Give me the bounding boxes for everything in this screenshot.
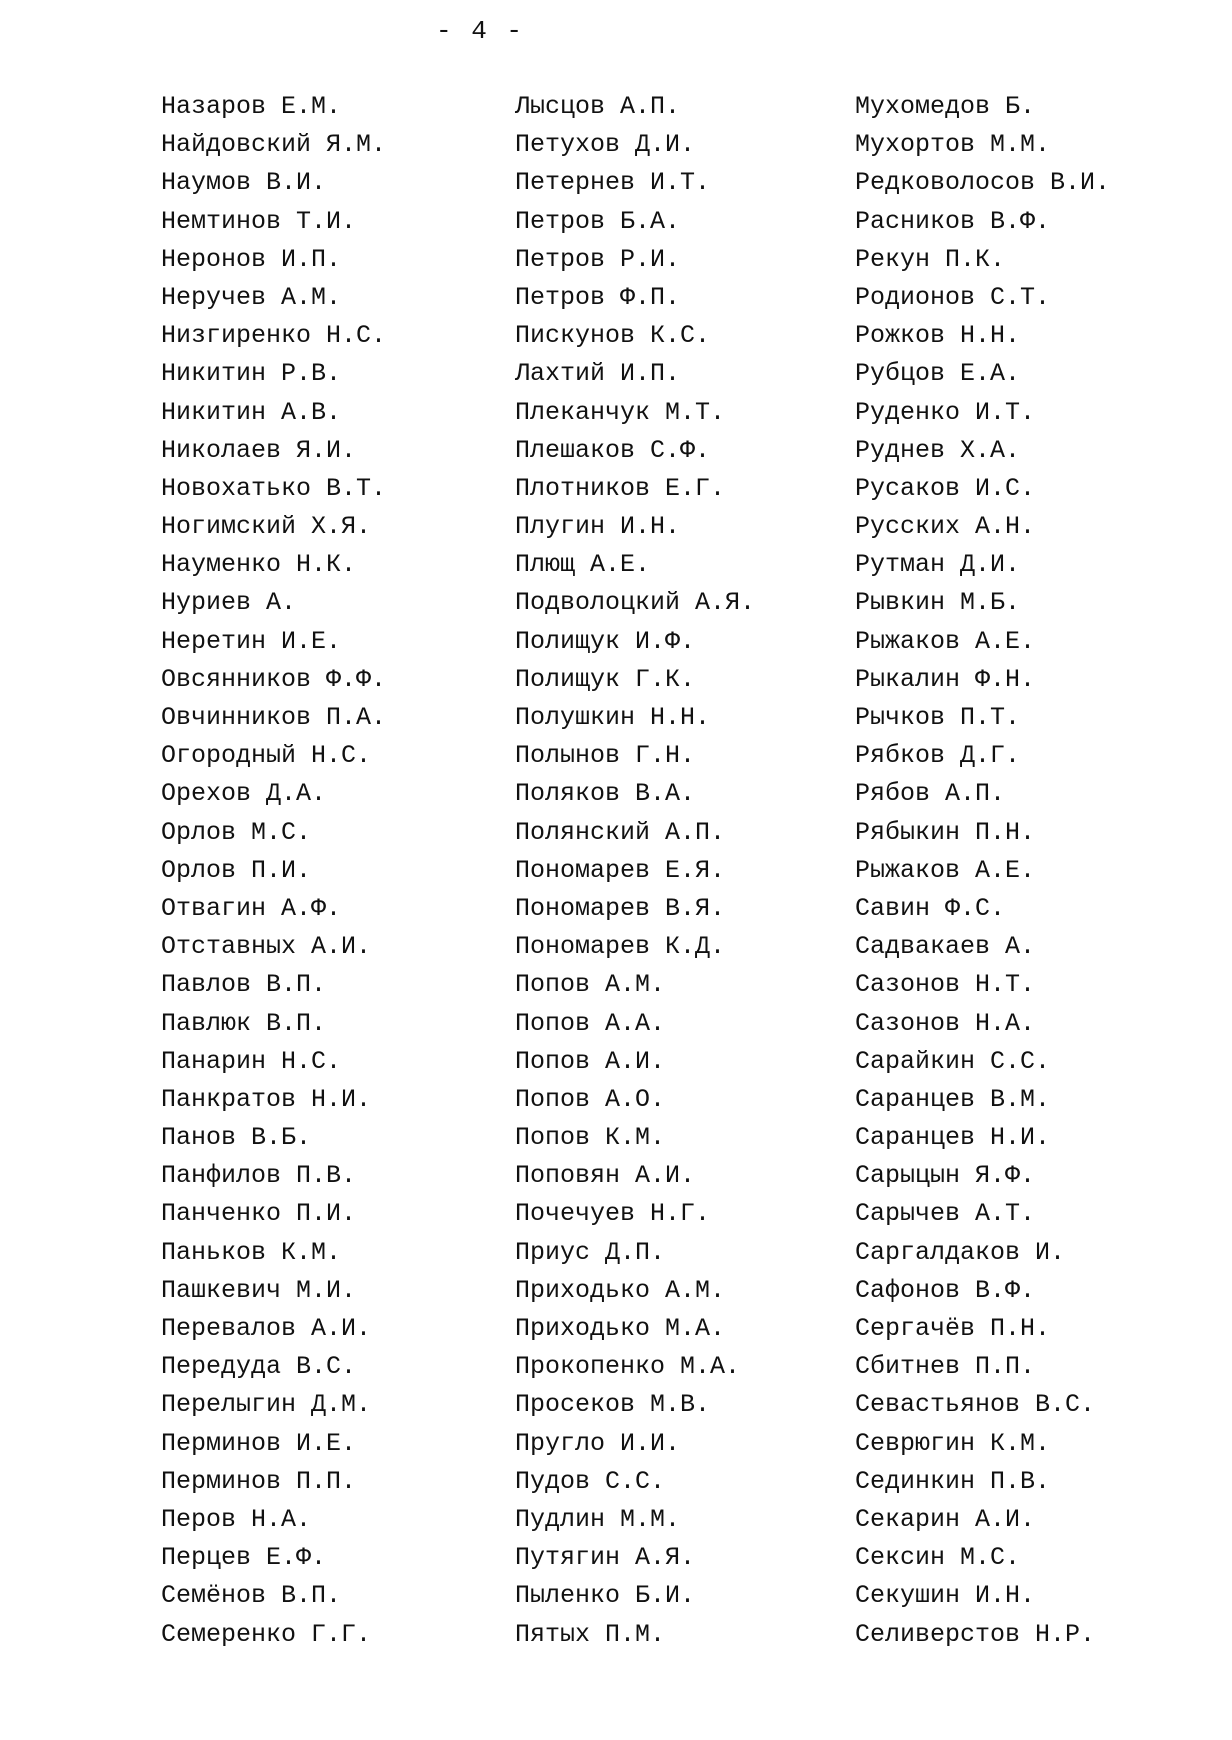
name-entry: Ногимский Х.Я. [161, 512, 372, 542]
name-entry: Саранцев В.М. [855, 1084, 1051, 1114]
name-entry: Петров Б.А. [515, 206, 681, 236]
name-column-3 [855, 88, 1110, 1654]
name-entry: Сафонов В.Ф. [855, 1275, 1036, 1305]
name-entry: Селиверстов Н.Р. [855, 1619, 1096, 1649]
name-entry: Пудов С.С. [515, 1466, 666, 1496]
name-entry: Пашкевич М.И. [161, 1275, 357, 1305]
name-entry: Сарычев А.Т. [855, 1199, 1036, 1229]
name-entry: Приус Д.П. [515, 1237, 666, 1267]
name-entry: Павлюк В.П. [161, 1008, 327, 1038]
name-entry: Просеков М.В. [515, 1390, 711, 1420]
name-entry: Панченко П.И. [161, 1199, 357, 1229]
name-entry: Сергачёв П.Н. [855, 1314, 1051, 1343]
name-entry: Савин Ф.С. [855, 893, 1006, 923]
name-entry: Сединкин П.В. [855, 1466, 1051, 1496]
name-entry: Попов А.М. [515, 970, 666, 1000]
name-entry: Наумов В.И. [161, 168, 327, 198]
name-entry: Нуриев А. [161, 588, 297, 618]
name-entry: Рубцов Е.А. [855, 359, 1021, 389]
name-entry: Огородный Н.С. [161, 741, 372, 771]
name-entry: Пятых П.М. [515, 1619, 666, 1649]
name-entry: Немтинов Т.И. [161, 206, 357, 236]
name-entry: Никитин А.В. [161, 397, 342, 427]
name-entry: Попов А.О. [515, 1084, 666, 1114]
name-entry: Рябыкин П.Н. [855, 817, 1036, 847]
name-entry: Отставных А.И. [161, 932, 372, 962]
name-entry: Рывкин М.Б. [855, 588, 1021, 618]
name-entry: Науменко Н.К. [161, 550, 357, 580]
name-entry: Сазонов Н.А. [855, 1008, 1036, 1038]
name-entry: Родионов С.Т. [855, 282, 1051, 312]
name-entry: Расников В.Ф. [855, 206, 1051, 236]
name-entry: Плугин И.Н. [515, 512, 681, 542]
name-entry: Подволоцкий А.Я. [515, 588, 756, 618]
name-entry: Сексин М.С. [855, 1543, 1021, 1573]
name-entry: Неронов И.П. [161, 244, 342, 274]
name-entry: Панфилов П.В. [161, 1161, 357, 1191]
name-entry: Сарыцын Я.Ф. [855, 1161, 1036, 1191]
name-entry: Рыжаков А.Е. [855, 855, 1036, 885]
name-entry: Перевалов А.И. [161, 1314, 372, 1343]
name-entry: Передуда В.С. [161, 1352, 357, 1382]
name-entry: Пругло И.И. [515, 1428, 681, 1458]
name-entry: Неретин И.Е. [161, 626, 342, 656]
name-entry: Приходько А.М. [515, 1275, 726, 1305]
name-column-1 [161, 88, 386, 1654]
name-entry: Рутман Д.И. [855, 550, 1021, 580]
name-entry: Саргалдаков И. [855, 1237, 1066, 1267]
name-entry: Орлов П.И. [161, 855, 312, 885]
name-entry: Найдовский Я.М. [161, 130, 387, 160]
name-entry: Саранцев Н.И. [855, 1123, 1051, 1153]
name-entry: Орехов Д.А. [161, 779, 327, 809]
name-entry: Панарин Н.С. [161, 1046, 342, 1076]
name-entry: Пономарев В.Я. [515, 893, 726, 923]
name-entry: Петров Р.И. [515, 244, 681, 274]
name-entry: Мухомедов Б. [855, 92, 1036, 121]
name-entry: Орлов М.С. [161, 817, 312, 847]
name-entry: Пономарев Е.Я. [515, 855, 726, 885]
name-entry: Плеканчук М.Т. [515, 397, 726, 427]
name-entry: Рябков Д.Г. [855, 741, 1021, 771]
name-entry: Полушкин Н.Н. [515, 703, 711, 732]
name-entry: Поляков В.А. [515, 779, 696, 809]
name-entry: Рожков Н.Н. [855, 321, 1021, 351]
name-entry: Плотников Е.Г. [515, 473, 726, 503]
name-entry: Перелыгин Д.М. [161, 1390, 372, 1420]
name-entry: Пискунов К.С. [515, 321, 711, 351]
name-entry: Перминов И.Е. [161, 1428, 357, 1458]
name-entry: Пыленко Б.И. [515, 1581, 696, 1611]
name-entry: Русских А.Н. [855, 512, 1036, 542]
name-entry: Петернев И.Т. [515, 168, 711, 198]
name-entry: Русаков И.С. [855, 473, 1036, 503]
name-entry: Овсянников Ф.Ф. [161, 664, 387, 694]
name-entry: Полянский А.П. [515, 817, 726, 847]
name-entry: Петухов Д.И. [515, 130, 696, 160]
name-entry: Почечуев Н.Г. [515, 1199, 711, 1229]
name-entry: Пономарев К.Д. [515, 932, 726, 962]
name-entry: Садвакаев А. [855, 932, 1036, 962]
name-entry: Николаев Я.И. [161, 435, 357, 465]
name-entry: Полищук И.Ф. [515, 626, 696, 656]
name-entry: Рыжаков А.Е. [855, 626, 1036, 656]
name-entry: Панов В.Б. [161, 1123, 312, 1153]
name-entry: Поповян А.И. [515, 1161, 696, 1191]
name-entry: Секушин И.Н. [855, 1581, 1036, 1611]
name-entry: Севастьянов В.С. [855, 1390, 1096, 1420]
name-entry: Попов А.И. [515, 1046, 666, 1076]
name-entry: Сарайкин С.С. [855, 1046, 1051, 1076]
name-entry: Руднев Х.А. [855, 435, 1021, 465]
name-entry: Попов А.А. [515, 1008, 666, 1038]
name-entry: Рычков П.Т. [855, 703, 1021, 732]
name-entry: Павлов В.П. [161, 970, 327, 1000]
name-entry: Семёнов В.П. [161, 1581, 342, 1611]
name-entry: Петров Ф.П. [515, 282, 681, 312]
name-entry: Лысцов А.П. [515, 92, 681, 121]
name-entry: Секарин А.И. [855, 1504, 1036, 1534]
name-entry: Панкратов Н.И. [161, 1084, 372, 1114]
name-entry: Рекун П.К. [855, 244, 1006, 274]
name-entry: Овчинников П.А. [161, 703, 387, 732]
name-entry: Неручев А.М. [161, 282, 342, 312]
name-entry: Перов Н.А. [161, 1504, 312, 1534]
name-entry: Отвагин А.Ф. [161, 893, 342, 923]
name-list [0, 88, 1232, 1688]
name-entry: Перцев Е.Ф. [161, 1543, 327, 1573]
name-entry: Сбитнев П.П. [855, 1352, 1036, 1382]
name-entry: Семеренко Г.Г. [161, 1619, 372, 1649]
name-entry: Полищук Г.К. [515, 664, 696, 694]
name-entry: Назаров Е.М. [161, 92, 342, 121]
name-entry: Прокопенко М.А. [515, 1352, 741, 1382]
name-entry: Пудлин М.М. [515, 1504, 681, 1534]
name-entry: Приходько М.А. [515, 1314, 726, 1343]
name-entry: Сазонов Н.Т. [855, 970, 1036, 1000]
name-entry: Новохатько В.Т. [161, 473, 387, 503]
name-entry: Попов К.М. [515, 1123, 666, 1153]
name-entry: Редковолосов В.И. [855, 168, 1111, 198]
name-entry: Руденко И.Т. [855, 397, 1036, 427]
name-entry: Севрюгин К.М. [855, 1428, 1051, 1458]
page-number: - 4 - [435, 16, 524, 46]
name-entry: Паньков К.М. [161, 1237, 342, 1267]
name-entry: Плешаков С.Ф. [515, 435, 711, 465]
name-entry: Мухортов М.М. [855, 130, 1051, 160]
name-entry: Низгиренко Н.С. [161, 321, 387, 351]
name-entry: Перминов П.П. [161, 1466, 357, 1496]
name-entry: Лахтий И.П. [515, 359, 681, 389]
name-column-2 [515, 88, 755, 1654]
name-entry: Рыкалин Ф.Н. [855, 664, 1036, 694]
name-entry: Никитин Р.В. [161, 359, 342, 389]
name-entry: Плющ А.Е. [515, 550, 651, 580]
name-entry: Рябов А.П. [855, 779, 1006, 809]
name-entry: Путягин А.Я. [515, 1543, 696, 1573]
name-entry: Полынов Г.Н. [515, 741, 696, 771]
